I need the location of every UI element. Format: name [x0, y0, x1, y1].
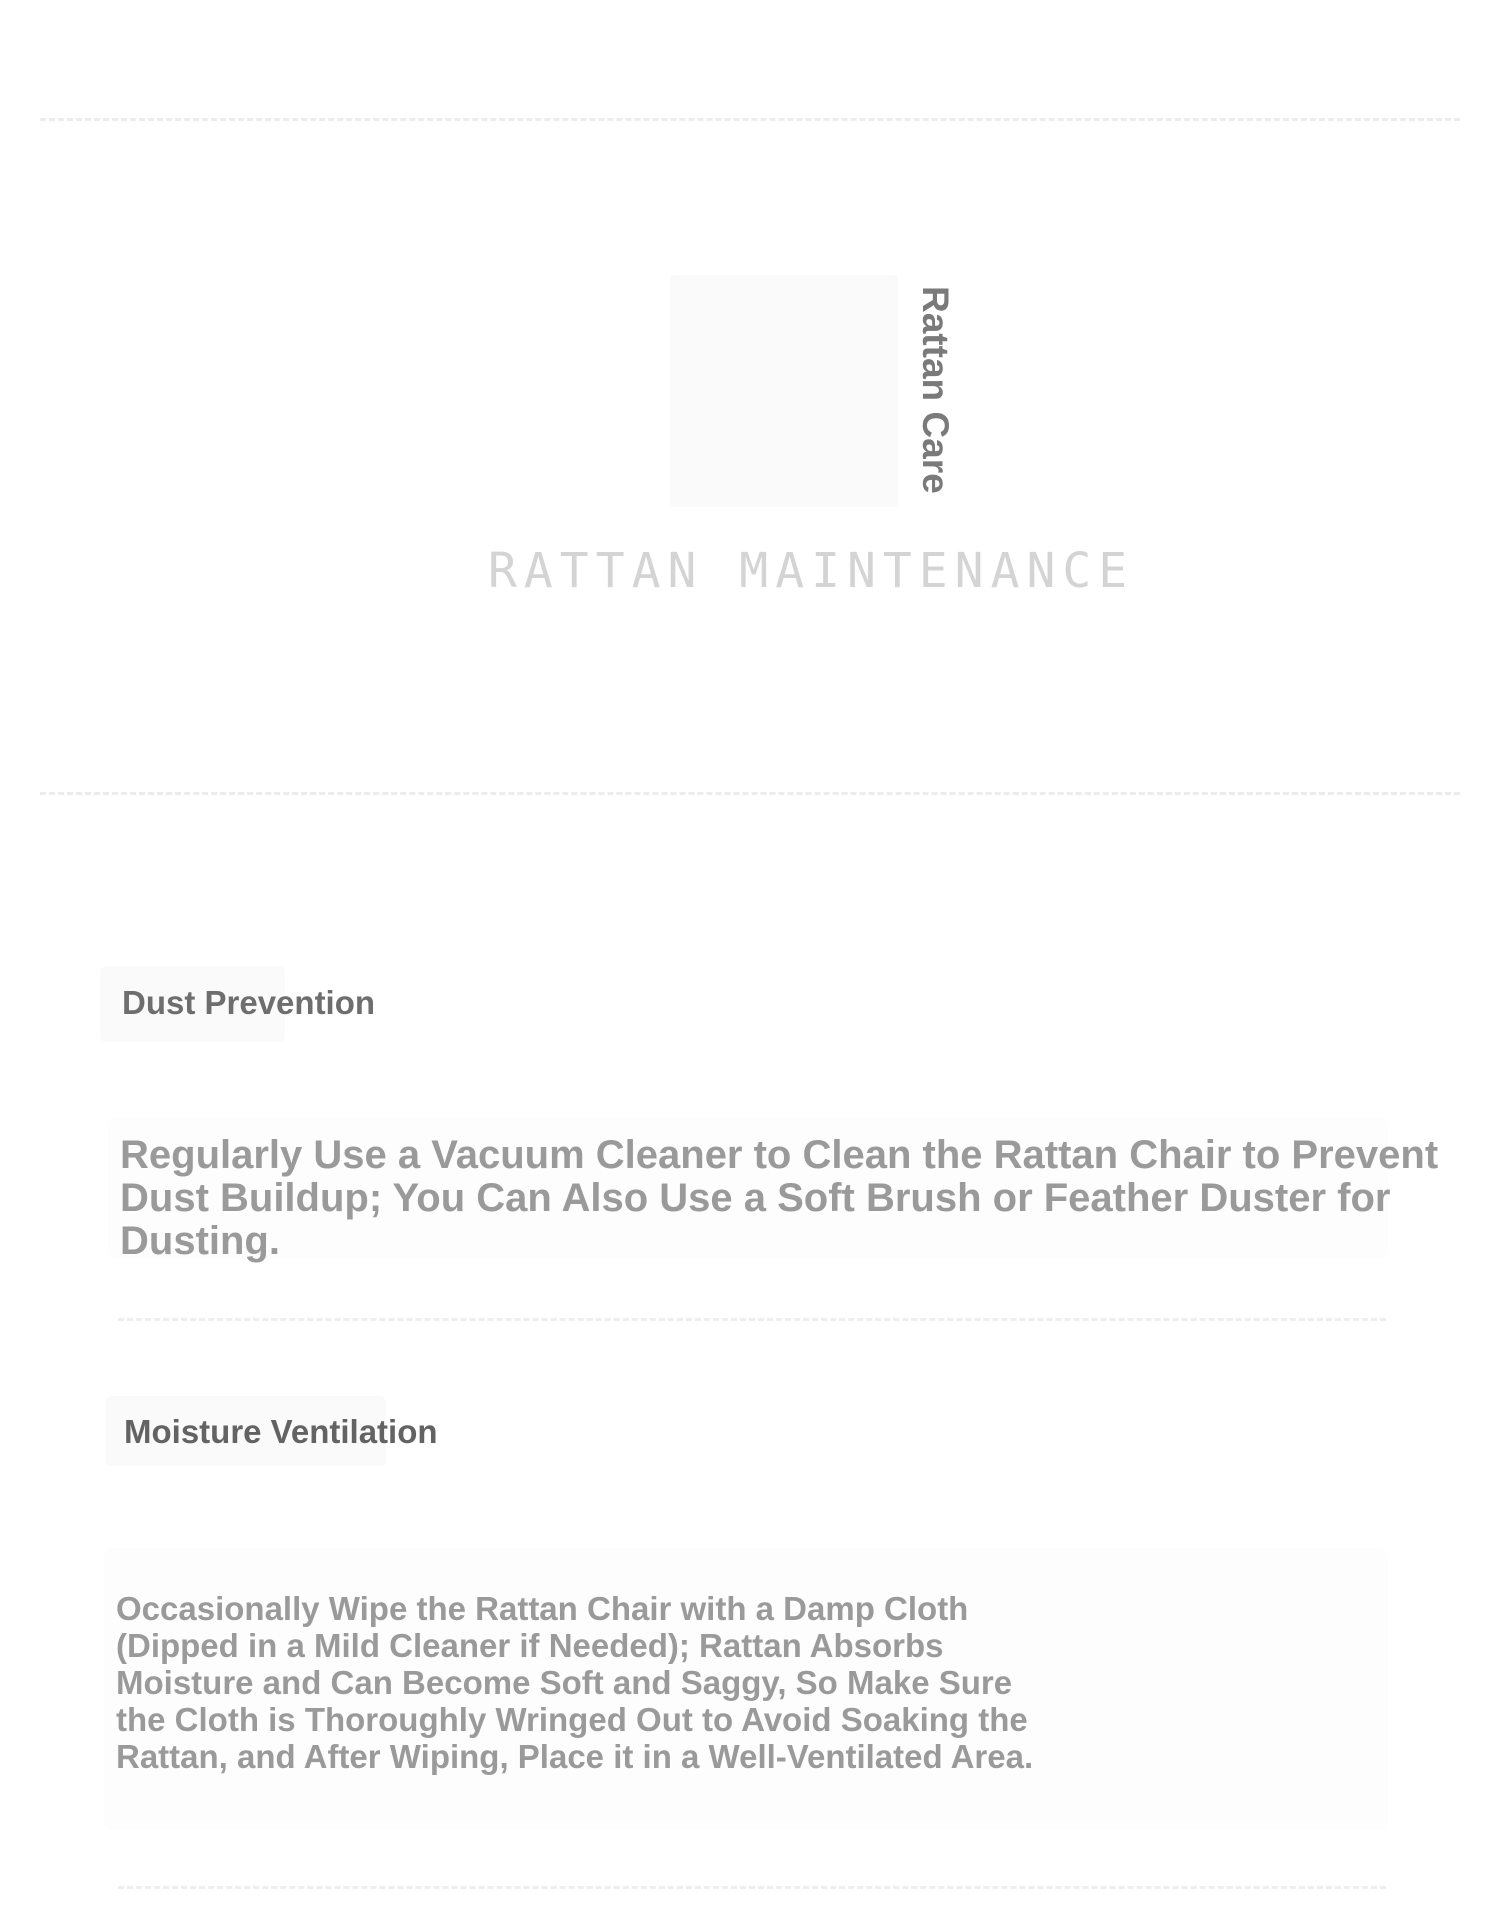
hero-subtitle: RATTAN MAINTENANCE	[488, 543, 1135, 599]
hero-image-placeholder	[670, 275, 898, 507]
section-divider	[118, 1318, 1386, 1321]
brand-title: Rattan Care	[915, 286, 956, 494]
section-title-dust-prevention: Dust Prevention	[122, 984, 376, 1021]
section-title-moisture-ventilation: Moisture Ventilation	[124, 1413, 438, 1450]
section-body-dust-prevention: Regularly Use a Vacuum Cleaner to Clean the Rattan Chair to Prevent Dust Buildup; You Can Also Use a Soft Brush or Feather Duster for Dusting.	[120, 1133, 1439, 1263]
hero-divider	[40, 792, 1460, 795]
top-divider	[40, 118, 1460, 121]
bottom-divider	[118, 1886, 1386, 1889]
section-body-moisture-ventilation: Occasionally Wipe the Rattan Chair with a Damp Cloth (Dipped in a Mild Cleaner if Needed); Rattan Absorbs Moisture and Can Become Soft and Saggy, So Make Sure the Cloth is Thoroughly Wringed Out to Avoid Soaking the Rattan, and After Wiping, Place it in a Well-Ventilated Area.	[116, 1590, 1034, 1775]
